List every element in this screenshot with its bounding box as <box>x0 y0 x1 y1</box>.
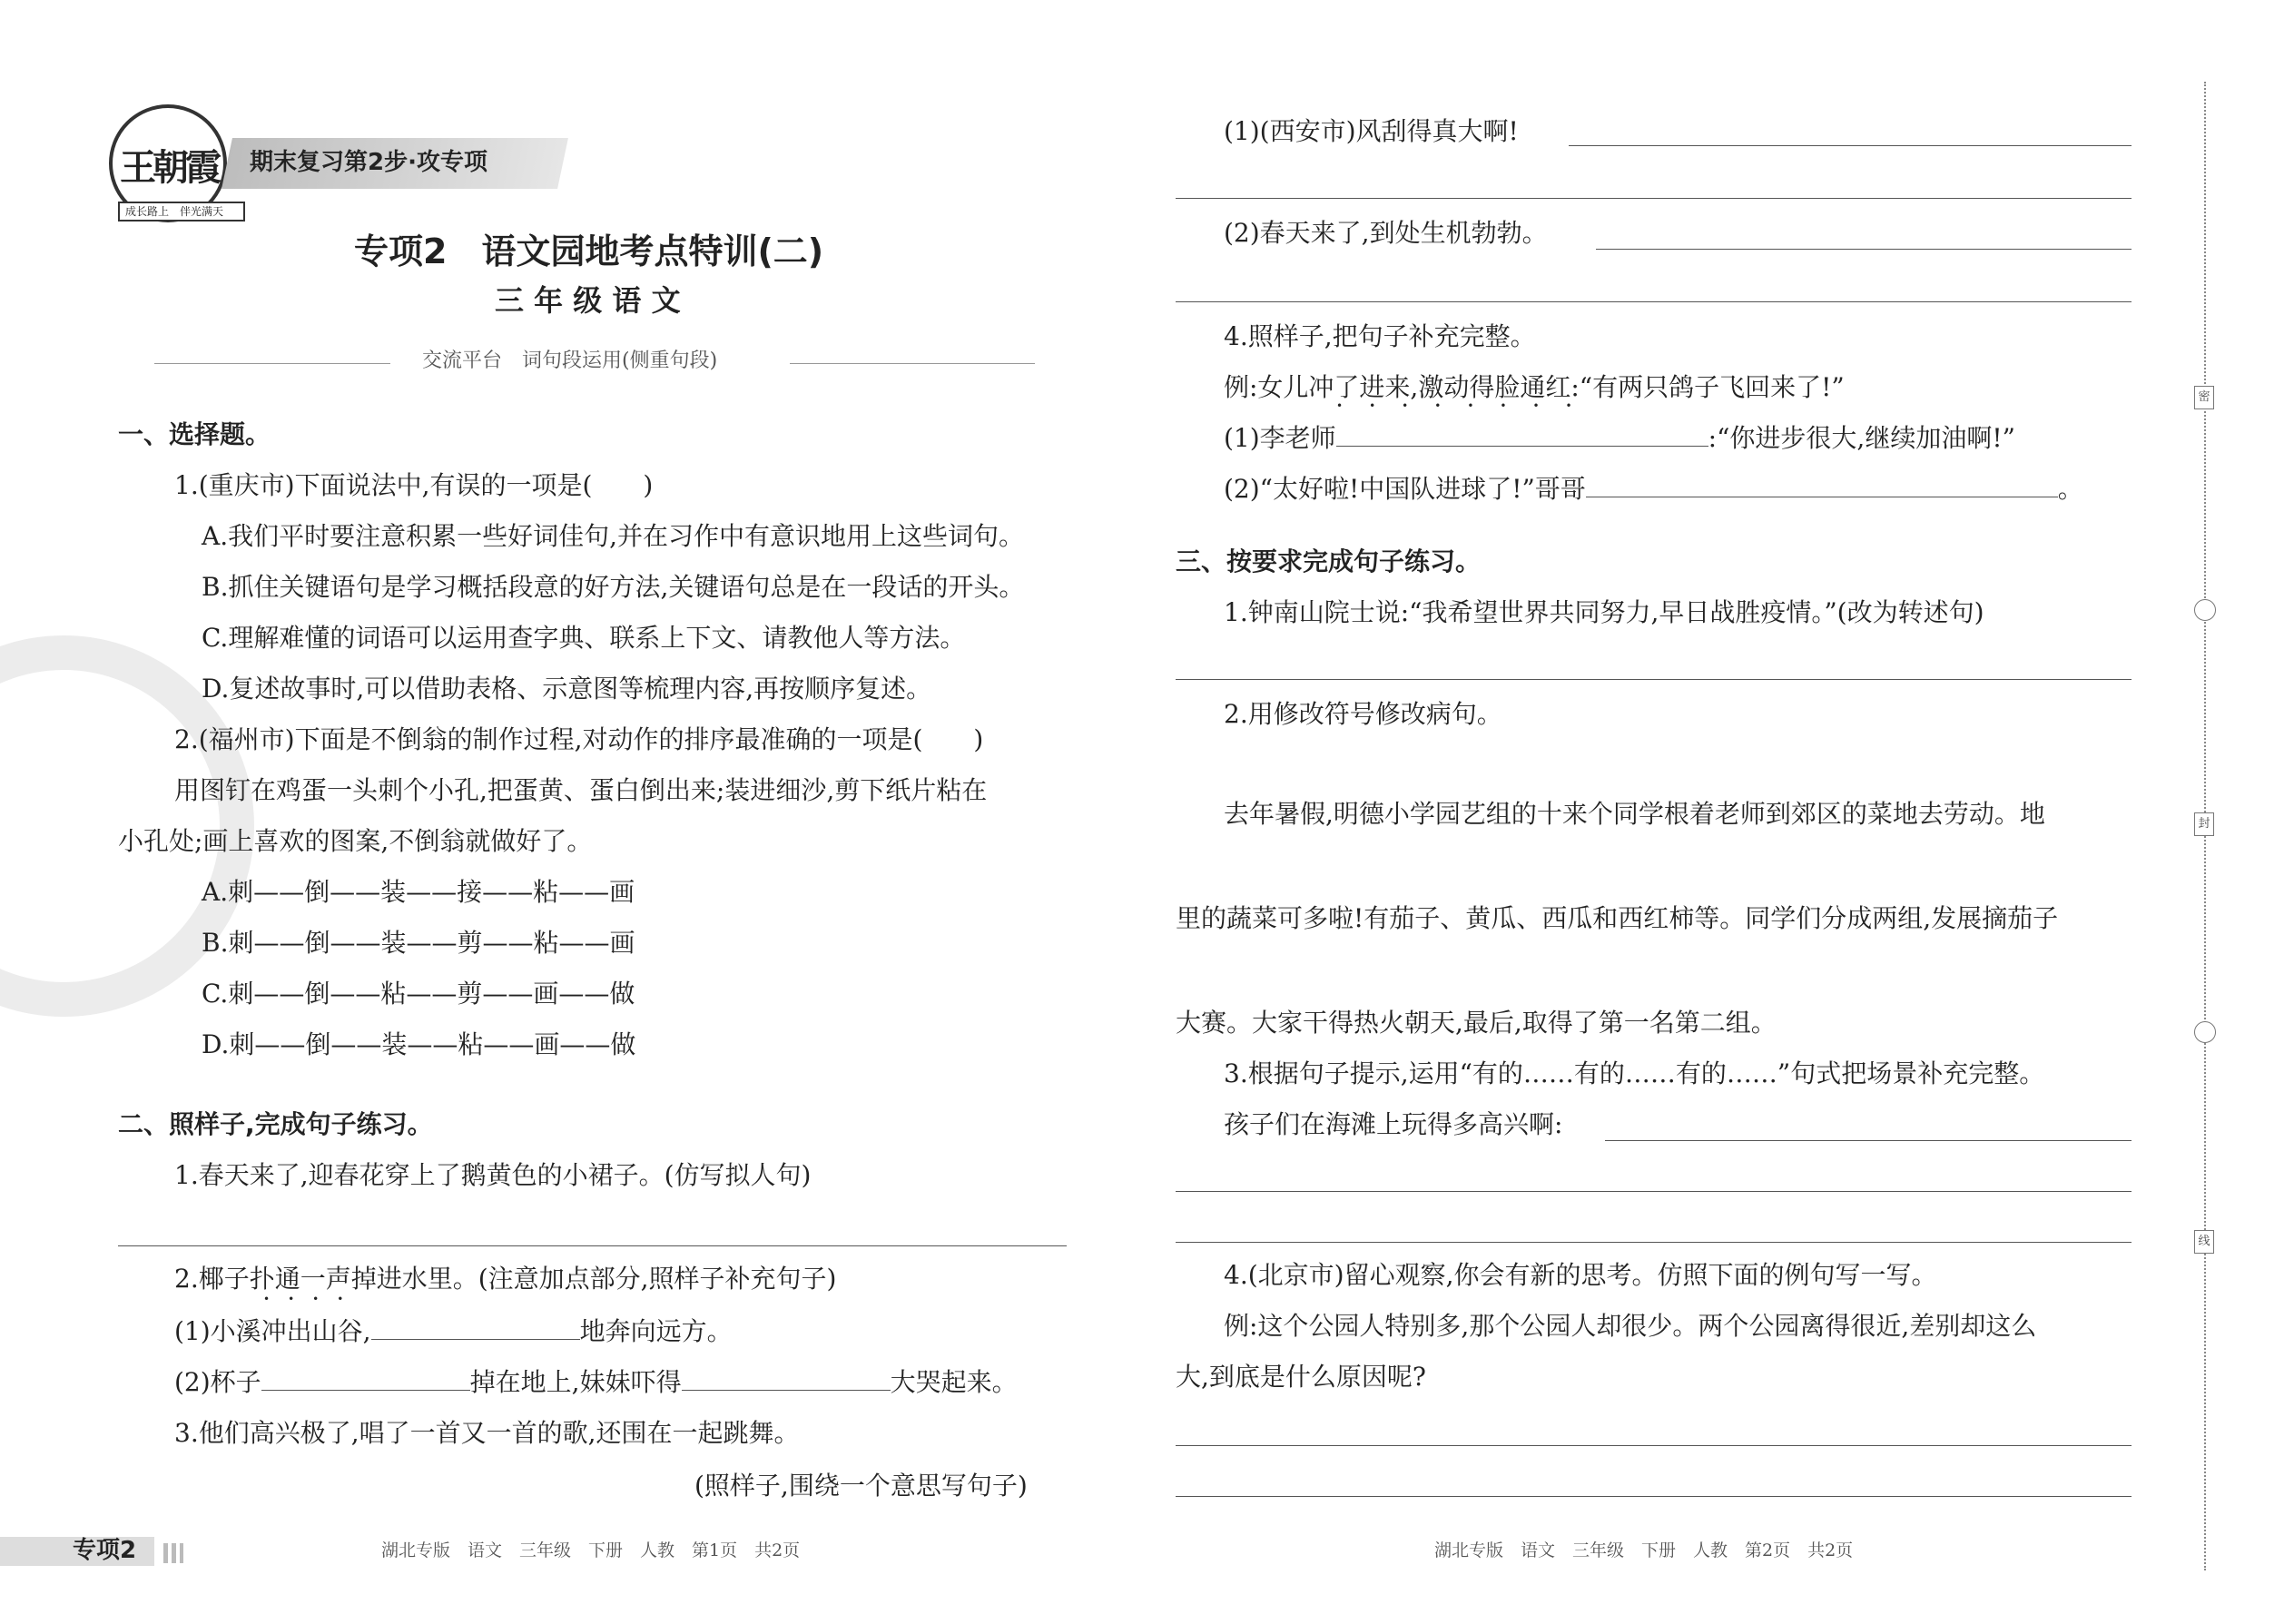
q2-option-b: B.刺——倒——装——剪——粘——画 <box>202 928 635 958</box>
s3-q1-answer-line[interactable] <box>1176 679 2132 680</box>
s2-q2-2-suffix: 大哭起来。 <box>890 1367 1018 1397</box>
page-title: 专项2 语文园地考点特训(二) <box>354 231 824 271</box>
side-mark-3: 线 <box>2194 1230 2214 1254</box>
q2-option-a: A.刺——倒——装——接——粘——画 <box>202 877 635 907</box>
footer-tag: 专项2 <box>73 1537 137 1564</box>
s3-q3-line-a[interactable] <box>1605 1140 2132 1141</box>
s3-q3: 3.根据句子提示,运用“有的……有的……有的……”句式把场景补充完整。 <box>1224 1058 2045 1088</box>
q1-option-c: C.理解难懂的词语可以运用查字典、联系上下文、请教他人等方法。 <box>202 623 966 653</box>
s3-q4-example-1: 例:这个公园人特别多,那个公园人却很少。两个公园离得很近,差别却这么 <box>1224 1311 2037 1341</box>
topic-label: 交流平台 词句段运用(侧重句段) <box>422 349 718 372</box>
r4-2-prefix: (2)“太好啦!中国队进球了!”哥哥 <box>1224 474 1586 504</box>
s2-q1: 1.春天来了,迎春花穿上了鹅黄色的小裙子。(仿写拟人句) <box>174 1160 812 1190</box>
s3-q2: 2.用修改符号修改病句。 <box>1224 699 1502 729</box>
banner-text: 期末复习第2步·攻专项 <box>250 149 487 176</box>
s3-q4: 4.(北京市)留心观察,你会有新的思考。仿照下面的例句写一写。 <box>1224 1260 1937 1290</box>
s3-q3-line-b[interactable] <box>1176 1191 2132 1192</box>
footer-left: 湖北专版 语文 三年级 下册 人教 第1页 共2页 <box>381 1540 801 1560</box>
q1-option-d: D.复述故事时,可以借助表格、示意图等梳理内容,再按顺序复述。 <box>202 674 932 704</box>
q2-text-line1: 用图钉在鸡蛋一头刺个小孔,把蛋黄、蛋白倒出来;装进细沙,剪下纸片粘在 <box>174 775 988 805</box>
q2-option-c: C.刺——倒——粘——剪——画——做 <box>202 979 635 1009</box>
logo-ribbon <box>118 202 245 221</box>
blank-field[interactable] <box>261 1367 470 1391</box>
q2-option-d: D.刺——倒——装——粘——画——做 <box>202 1029 636 1059</box>
logo-sub-left: 成长路上 <box>125 205 170 218</box>
s2-q2-2 <box>174 1367 1018 1398</box>
blank-field[interactable] <box>1336 423 1708 447</box>
side-circle-2 <box>2194 1021 2216 1043</box>
s2-q1-answer-line[interactable] <box>118 1245 1067 1246</box>
r4-example: 例:女儿冲了进来,激动得脸通红:“有两只鸽子飞回来了!” <box>1224 372 1845 402</box>
s3-q3-line-c[interactable] <box>1176 1242 2132 1243</box>
q1-option-a: A.我们平时要注意积累一些好词佳句,并在习作中有意识地用上这些词句。 <box>202 521 1025 551</box>
r4-1 <box>1224 423 2015 454</box>
emphasis-dots: •••••••• <box>1336 399 1599 412</box>
s2-q2: 2.椰子扑通一声掉进水里。(注意加点部分,照样子补充句子) <box>174 1264 837 1294</box>
s2-q2-1-prefix: (1)小溪冲出山谷, <box>174 1316 371 1346</box>
logo-text: 王朝霞 <box>120 146 218 189</box>
footer-tag-deco <box>163 1543 183 1563</box>
s3-q3-text: 孩子们在海滩上玩得多高兴啊: <box>1224 1109 1563 1139</box>
topic-rule-left <box>154 363 390 364</box>
r4-1-prefix: (1)李老师 <box>1224 423 1336 453</box>
r4-2-suffix: 。 <box>2057 474 2083 504</box>
section-2-title: 二、照样子,完成句子练习。 <box>118 1109 433 1139</box>
emphasis-dots: •••• <box>263 1293 362 1305</box>
footer-right: 湖北专版 语文 三年级 下册 人教 第2页 共2页 <box>1434 1540 1854 1560</box>
r2-line-b[interactable] <box>1176 301 2132 302</box>
s2-q2-2-mid: 掉在地上,妹妹吓得 <box>469 1367 682 1397</box>
s3-q4-example-2: 大,到底是什么原因呢? <box>1176 1362 1426 1392</box>
q1-stem: 1.(重庆市)下面说法中,有误的一项是( ) <box>174 470 654 500</box>
s2-q3: 3.他们高兴极了,唱了一首又一首的歌,还围在一起跳舞。 <box>174 1418 800 1448</box>
topic-rule-right <box>790 363 1035 364</box>
s3-q2-text3: 大赛。大家干得热火朝天,最后,取得了第一名第二组。 <box>1176 1008 1777 1038</box>
blank-field[interactable] <box>371 1316 580 1340</box>
s3-q4-line-a[interactable] <box>1176 1445 2132 1446</box>
s2-q2-2-prefix: (2)杯子 <box>174 1367 261 1397</box>
q2-stem: 2.(福州市)下面是不倒翁的制作过程,对动作的排序最准确的一项是( ) <box>174 724 984 754</box>
logo-sub-right: 伴光满天 <box>180 205 224 218</box>
side-mark-2: 封 <box>2194 812 2214 836</box>
r1-line-a[interactable] <box>1569 145 2132 146</box>
s3-q4-line-b[interactable] <box>1176 1496 2132 1497</box>
side-mark-1: 密 <box>2194 386 2214 409</box>
s3-q1: 1.钟南山院士说:“我希望世界共同努力,早日战胜疫情。”(改为转述句) <box>1224 597 1984 627</box>
r4-1-suffix: :“你进步很大,继续加油啊!” <box>1708 423 2015 453</box>
side-circle-1 <box>2194 599 2216 621</box>
r1: (1)(西安市)风刮得真大啊! <box>1224 116 1519 146</box>
q1-option-b: B.抓住关键语句是学习概括段意的好方法,关键语句总是在一段话的开头。 <box>202 572 1025 602</box>
section-3-title: 三、按要求完成句子练习。 <box>1176 546 1482 576</box>
r2: (2)春天来了,到处生机勃勃。 <box>1224 218 1548 248</box>
section-1-title: 一、选择题。 <box>118 419 271 449</box>
s3-q2-text1: 去年暑假,明德小学园艺组的十来个同学根着老师到郊区的菜地去劳动。地 <box>1224 799 2045 829</box>
s3-q2-text2: 里的蔬菜可多啦!有茄子、黄瓜、西瓜和西红柿等。同学们分成两组,发展摘茄子 <box>1176 903 2059 933</box>
page-subtitle: 三 年 级 语 文 <box>495 283 681 318</box>
blank-field[interactable] <box>682 1367 891 1391</box>
s2-q2-1 <box>174 1316 733 1347</box>
r2-line-a[interactable] <box>1596 249 2132 250</box>
blank-field[interactable] <box>1586 474 2058 497</box>
r1-line-b[interactable] <box>1176 198 2132 199</box>
r4-2 <box>1224 474 2083 505</box>
s2-q3-note: (照样子,围绕一个意思写句子) <box>694 1471 1028 1501</box>
r4: 4.照样子,把句子补充完整。 <box>1224 321 1536 351</box>
s2-q2-1-suffix: 地奔向远方。 <box>579 1316 733 1346</box>
q2-text-line2: 小孔处;画上喜欢的图案,不倒翁就做好了。 <box>118 826 593 856</box>
